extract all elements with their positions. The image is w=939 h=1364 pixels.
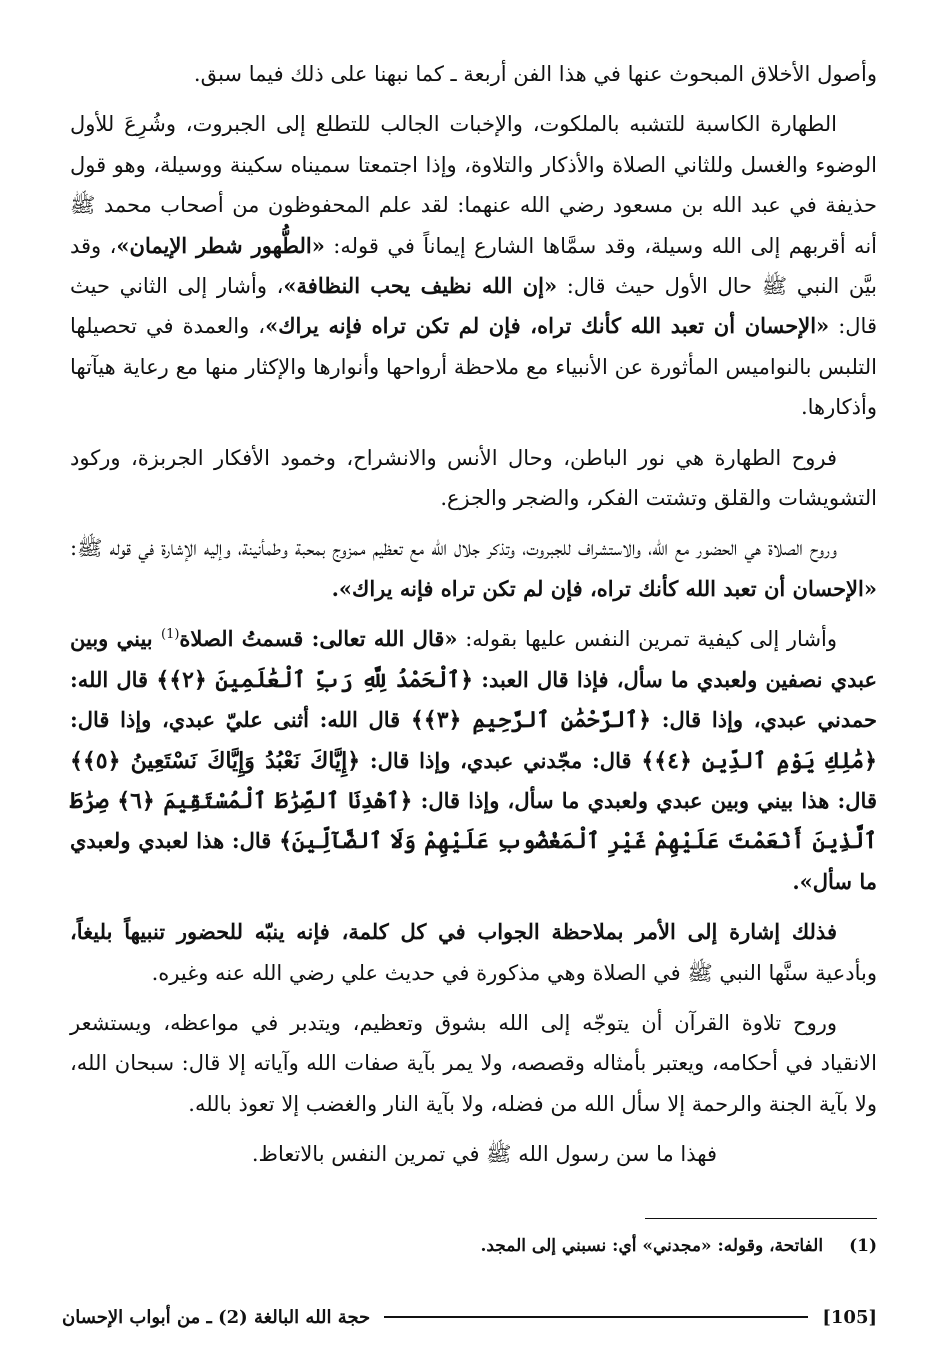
paragraph-5 xyxy=(70,619,877,902)
quran-verse: ﴿مَٰلِكِ يَوْمِ ٱلدِّينِ ﴿٤﴾﴾ xyxy=(641,747,877,774)
quran-verse: ﴿ٱلرَّحْمَٰنِ ٱلرَّحِيمِ ﴿٣﴾﴾ xyxy=(410,707,652,734)
main-text xyxy=(70,54,877,1185)
paragraph-5-seg-1: وأشار إلى كيفية تمرين النفس عليها بقوله: xyxy=(457,627,838,652)
hadith-quote: قال الله: حمدني عبدي، وإذا قال: xyxy=(70,666,878,733)
paragraph-3 xyxy=(70,438,877,519)
paragraph-1-text: وأصول الأخلاق المبحوث عنها في هذا الفن أربعة ـ كما نبهنا على ذلك فيما سبق. xyxy=(193,62,877,86)
quran-verse: ﴿إِيَّاكَ نَعْبُدُ وَإِيَّاكَ نَسْتَعِينُ ﴿٥﴾﴾ xyxy=(70,747,361,774)
quran-verse: ﴿ٱلْحَمْدُ لِلَّهِ رَبِّ ٱلْعَٰلَمِينَ ﴿٢﴾﴾ xyxy=(156,666,474,693)
hadith-quote: قال: هذا لعبدي ولعبدي ما سأل». xyxy=(70,828,877,894)
footnote xyxy=(70,1236,877,1256)
page-number: [105] xyxy=(822,1306,877,1328)
paragraph-4-seg-1: وروح الصلاة هي الحضور مع الله، والاستشراف للجبروت، وتذكر جلال الله مع تعظيم ممزوج بمحبة وطمأنينة، وإليه الإشارة في قوله ﷺ: xyxy=(70,536,837,561)
hadith-quote: قال الله: أثنى عليّ عبدي، وإذا قال: xyxy=(70,707,411,733)
paragraph-2-seg-1: الطهارة الكاسبة للتشبه بالملكوت، والإخبات الجالب للتطلع إلى الجبروت، وشُرِعَ للأول الوضوء والغسل وللثاني الصلاة والأذكار والتلاوة، وإذا اجتمعتا سميناه سكينة ووسيلة، وهو قول حذيفة في عبد الله بن مسعود رضي الله عنهما: لقد علم المحفوظون من أصحاب محمد ﷺ أنه أقربهم إلى الله وسيلة، وقد سمَّاها الشارع إيماناً في قوله: xyxy=(70,112,877,258)
quran-verse: ﴿ٱهْدِنَا ٱلصِّرَٰطَ ٱلْمُسْتَقِيمَ ﴿٦﴾ صِرَٰطَ ٱلَّذِينَ أَنْعَمْتَ عَلَيْهِمْ غَيْرِ ٱلْمَغْضُوبِ عَلَيْهِمْ وَلَا ٱلضَّآلِّينَ﴾ xyxy=(70,787,877,855)
hadith-quote: «الإحسان أن تعبد الله كأنك تراه، فإن لم تكن تراه فإنه يراك». xyxy=(331,575,877,601)
footnote-marker: (1) xyxy=(160,627,180,643)
paragraph-6-seg-2: وبأدعية سنَّها النبي ﷺ في الصلاة وهي مذكورة في حديث علي رضي الله عنه وغيره. xyxy=(151,960,877,985)
paragraph-2 xyxy=(70,104,877,427)
paragraph-7 xyxy=(70,1003,877,1124)
hadith-quote: «الإحسان أن تعبد الله كأنك تراه، فإن لم تكن تراه فإنه يراك» xyxy=(265,313,830,339)
paragraph-2-seg-5: ، وأشار إلى الثاني حيث قال: xyxy=(70,274,877,339)
footer-rule xyxy=(384,1316,808,1318)
paragraph-3-text: فروح الطهارة هي نور الباطن، وحال الأنس والانشراح، وخمود الأفكار الجربزة، وركود التشويشات والقلق وتشتت الفكر، والضجر والجزع. xyxy=(70,445,877,511)
paragraph-7-text: وروح تلاوة القرآن أن يتوجّه إلى الله بشوق وتعظيم، ويتدبر في مواعظه، ويستشعر الانقياد في أحكامه، ويعتبر بأمثاله وقصصه، ولا يمر بآية صفات الله وآياته إلا قال: سبحان الله، ولا بآية الجنة والرحمة إلا سأل الله من فضله، ولا بآية النار والغضب إلا تعوذ بالله. xyxy=(70,1010,877,1116)
hadith-quote: «الطُّهور شطر الإيمان» xyxy=(116,232,325,258)
paragraph-6-seg-1: فذلك إشارة إلى الأمر بملاحظة الجواب في كل كلمة، فإنه ينبّه للحضور تنبيهاً بليغاً، xyxy=(70,919,837,945)
hadith-quote: قال: مجّدني عبدي، وإذا قال: xyxy=(360,747,642,773)
footnote-number: (1) xyxy=(849,1236,877,1256)
paragraph-2-seg-7: ، والعمدة في تحصيلها التلبس بالنواميس المأثورة عن الأنبياء مع ملاحظة أرواحها وأنوارها والإكثار منها مع رعاية هيآتها وأذكارها. xyxy=(70,314,877,420)
hadith-quote: «إن الله نظيف يحب النظافة» xyxy=(283,273,558,299)
hadith-quote: بيني وبين عبدي نصفين ولعبدي ما سأل، فإذا قال العبد: xyxy=(70,626,878,692)
page-footer xyxy=(62,1302,877,1332)
paragraph-6 xyxy=(70,912,877,993)
running-title: حجة الله البالغة (2) ـ من أبواب الإحسان xyxy=(62,1306,371,1328)
footnote-text: الفاتحة، وقوله: «مجدني» أي: نسبني إلى المجد. xyxy=(480,1236,824,1256)
paragraph-4 xyxy=(70,528,877,609)
paragraph-8-text: فهذا ما سن رسول الله ﷺ في تمرين النفس بالاتعاظ. xyxy=(251,1142,717,1167)
hadith-quote: قال: هذا بيني وبين عبدي ولعبدي ما سأل، وإذا قال: xyxy=(412,787,877,813)
hadith-quote: «قال الله تعالى: قسمتُ الصلاة xyxy=(179,626,458,652)
paragraph-8 xyxy=(70,1134,877,1174)
footnote-divider xyxy=(645,1218,877,1219)
paragraph-1 xyxy=(70,54,877,94)
paragraph-2-seg-3: ، وقد بيَّن النبي ﷺ حال الأول حيث قال: xyxy=(70,233,877,299)
